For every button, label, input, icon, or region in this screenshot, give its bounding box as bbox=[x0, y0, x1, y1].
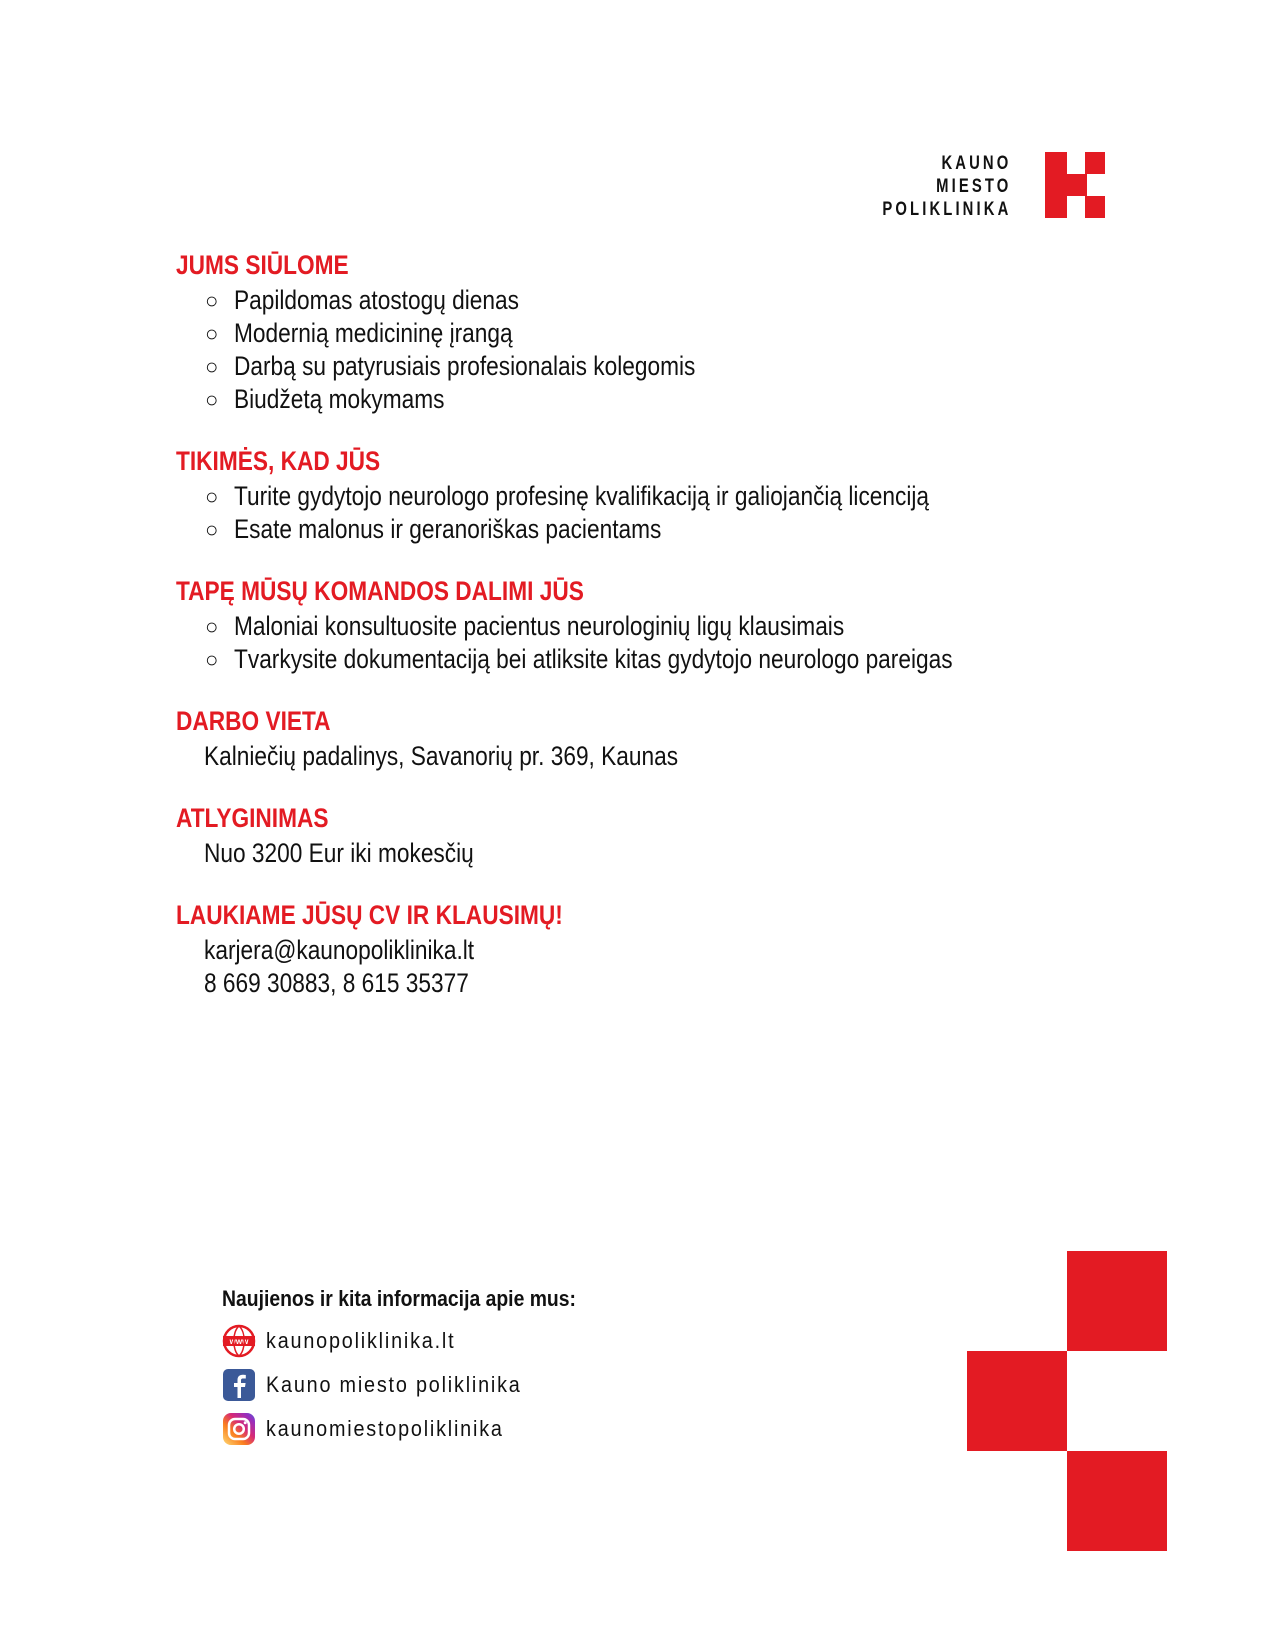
facebook-icon bbox=[222, 1368, 256, 1402]
bullet-list bbox=[176, 284, 1126, 416]
logo-line-3: POLIKLINIKA bbox=[881, 199, 1011, 220]
bullet-list bbox=[176, 480, 1126, 546]
list-item: ○ Turite gydytojo neurologo profesinę kvalifikaciją ir galiojančią licenciją bbox=[205, 481, 930, 511]
bullet-icon: ○ bbox=[205, 354, 219, 379]
workplace-address: Kalniečių padalinys, Savanorių pr. 369, Kaunas bbox=[204, 741, 679, 771]
list-item: ○ Modernią medicininę įrangą bbox=[205, 318, 513, 348]
bullet-icon: ○ bbox=[205, 484, 219, 509]
logo-line-1: KAUNO bbox=[941, 153, 1011, 174]
bullet-icon: ○ bbox=[205, 647, 219, 672]
list-item: ○ Papildomas atostogų dienas bbox=[205, 285, 519, 315]
bullet-icon: ○ bbox=[205, 387, 219, 412]
website-link[interactable]: www kaunopoliklinika.lt bbox=[222, 1322, 624, 1360]
list-item: ○ Biudžetą mokymams bbox=[205, 384, 445, 414]
www-icon bbox=[222, 1324, 256, 1358]
section-offer bbox=[176, 248, 1126, 416]
footer-title: Naujienos ir kita informacija apie mus: bbox=[222, 1286, 576, 1311]
instagram-icon bbox=[222, 1412, 256, 1446]
bullet-icon: ○ bbox=[205, 517, 219, 542]
logo bbox=[881, 152, 1105, 222]
section-heading: TIKIMĖS, KAD JŪS bbox=[176, 446, 381, 476]
instagram-link[interactable]: kaunomiestopoliklinika bbox=[222, 1410, 624, 1448]
job-content bbox=[176, 248, 1126, 1028]
section-duties bbox=[176, 574, 1126, 676]
section-workplace bbox=[176, 704, 1126, 773]
bullet-icon: ○ bbox=[205, 321, 219, 346]
bullet-list bbox=[176, 610, 1126, 676]
section-salary bbox=[176, 801, 1126, 870]
logo-line-2: MIESTO bbox=[935, 176, 1011, 197]
section-heading: LAUKIAME JŪSŲ CV IR KLAUSIMŲ! bbox=[176, 900, 563, 930]
section-heading: DARBO VIETA bbox=[176, 706, 331, 736]
section-contact bbox=[176, 898, 1126, 1000]
salary-text: Nuo 3200 Eur iki mokesčių bbox=[204, 838, 474, 868]
contact-phones: 8 669 30883, 8 615 35377 bbox=[204, 968, 469, 998]
facebook-link[interactable]: Kauno miesto poliklinika bbox=[222, 1366, 624, 1404]
contact-email[interactable]: karjera@kaunopoliklinika.lt bbox=[204, 935, 475, 965]
svg-text:www: www bbox=[229, 1337, 249, 1346]
section-heading: TAPĘ MŪSŲ KOMANDOS DALIMI JŪS bbox=[176, 576, 584, 606]
list-item: ○ Maloniai konsultuosite pacientus neurologinių ligų klausimais bbox=[205, 611, 845, 641]
section-expectations bbox=[176, 444, 1126, 546]
list-item: ○ Esate malonus ir geranoriškas pacientams bbox=[205, 514, 662, 544]
bullet-icon: ○ bbox=[205, 288, 219, 313]
section-heading: JUMS SIŪLOME bbox=[176, 250, 349, 280]
section-heading: ATLYGINIMAS bbox=[176, 803, 329, 833]
brand-mark-icon bbox=[967, 1251, 1167, 1551]
list-item: ○ Darbą su patyrusiais profesionalais kolegomis bbox=[205, 351, 696, 381]
logo-mark-icon bbox=[905, 152, 1105, 222]
bullet-icon: ○ bbox=[205, 614, 219, 639]
footer bbox=[222, 1284, 624, 1454]
list-item: ○ Tvarkysite dokumentaciją bei atliksite kitas gydytojo neurologo pareigas bbox=[205, 644, 953, 674]
